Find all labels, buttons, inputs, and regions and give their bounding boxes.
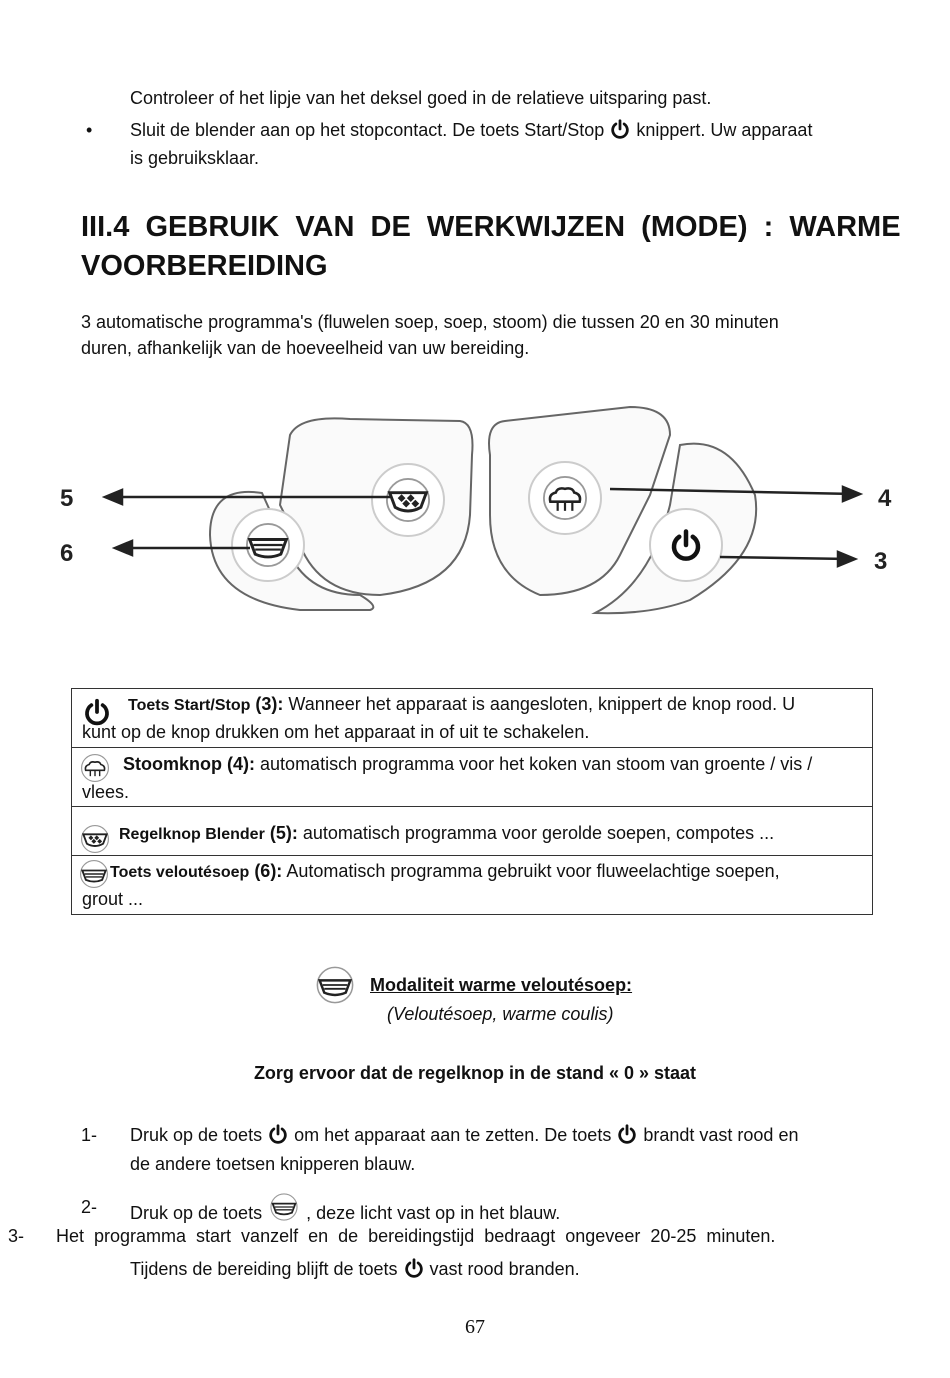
step-text: brandt vast rood en [643, 1125, 799, 1145]
control-panel-diagram [50, 395, 910, 635]
row-num: (5): [269, 823, 298, 843]
step-2-number: 2- [81, 1197, 98, 1217]
velvet-soup-button-diagram [232, 509, 304, 581]
power-icon [616, 1123, 638, 1145]
diagram-label-5: 5 [60, 485, 74, 512]
row-text: Wanneer het apparaat is aangesloten, knippert de knop rood. U [288, 694, 796, 714]
step-1-line-1 [130, 1121, 798, 1149]
power-icon [267, 1123, 289, 1145]
bowl-icon [312, 962, 358, 1008]
step-text: vast rood branden. [429, 1259, 580, 1279]
row-text: Automatisch programma gebruikt voor fluweelachtige soepen, [286, 861, 780, 881]
row-text-2: grout ... [82, 889, 144, 909]
section-title-line-1: III.4 GEBRUIK VAN DE WERKWIJZEN (MODE) : WARME [81, 211, 901, 243]
row-title: Toets Start/Stop [128, 697, 251, 714]
blend-button-diagram [372, 464, 444, 536]
bowl-icon [76, 860, 112, 888]
table-row [72, 748, 872, 807]
section-desc-line-1: 3 automatische programma's (fluwelen soep, soep, stoom) die tussen 20 en 30 minuten [81, 312, 779, 332]
step-3-line-1: Het programma start vanzelf en de bereidingstijd bedraagt ongeveer 20-25 minuten. [56, 1226, 776, 1246]
bullet: • [86, 120, 93, 140]
diagram-label-4: 4 [878, 485, 892, 512]
table-row [72, 856, 872, 914]
power-icon [609, 118, 631, 140]
modality-subtitle: (Veloutésoep, warme coulis) [387, 1004, 614, 1024]
row-text-2: vlees. [82, 782, 130, 802]
intro-line-2a: Sluit de blender aan op het stopcontact. De toets Start/Stop [130, 120, 605, 140]
row-text-2: kunt op de knop drukken om het apparaat in of uit te schakelen. [82, 722, 590, 742]
row-text: automatisch programma voor gerolde soepen, compotes ... [302, 823, 775, 843]
row-num: (3): [255, 694, 284, 714]
section-title-line-2: VOORBEREIDING [81, 250, 328, 282]
power-icon [403, 1257, 425, 1279]
table-row [72, 689, 872, 748]
row-title: Stoomknop [123, 754, 222, 774]
step-1-line-2: de andere toetsen knipperen blauw. [130, 1154, 416, 1174]
diagram-label-3: 3 [874, 548, 888, 575]
page-number: 67 [465, 1316, 485, 1338]
intro-line-2b: knippert. Uw apparaat [636, 120, 813, 140]
intro-line-1: Controleer of het lipje van het deksel goed in de relatieve uitsparing past. [130, 88, 712, 108]
intro-line-2 [130, 116, 812, 144]
table-row [72, 807, 872, 856]
section-desc-line-2: duren, afhankelijk van de hoeveelheid van uw bereiding. [81, 338, 530, 358]
power-button-diagram [650, 509, 722, 581]
step-1-number: 1- [81, 1125, 98, 1145]
step-text: Druk op de toets [130, 1125, 263, 1145]
button-table [71, 688, 873, 915]
row-title: Toets veloutésoep [110, 864, 250, 881]
blend-icon [77, 825, 113, 853]
row-text: automatisch programma voor het koken van stoom van groente / vis / [260, 754, 813, 774]
modality-title: Modaliteit warme veloutésoep: [370, 975, 633, 995]
step-text: Tijdens de bereiding blijft de toets [130, 1259, 398, 1279]
diagram-label-6: 6 [60, 540, 74, 567]
modality-notice: Zorg ervoor dat de regelknop in de stand « 0 » staat [253, 1063, 697, 1083]
step-text: , deze licht vast op in het blauw. [306, 1203, 561, 1223]
row-num: (4): [227, 754, 256, 774]
intro-line-3: is gebruiksklaar. [130, 148, 260, 168]
step-3-line-2 [130, 1255, 580, 1283]
row-num: (6): [254, 861, 283, 881]
row-title: Regelknop Blender [119, 826, 265, 843]
steam-button-diagram [529, 462, 601, 534]
step-text: Druk op de toets [130, 1203, 263, 1223]
bowl-icon [267, 1193, 301, 1221]
step-text: om het apparaat aan te zetten. De toets [294, 1125, 612, 1145]
step-3-number: 3- [8, 1226, 25, 1246]
